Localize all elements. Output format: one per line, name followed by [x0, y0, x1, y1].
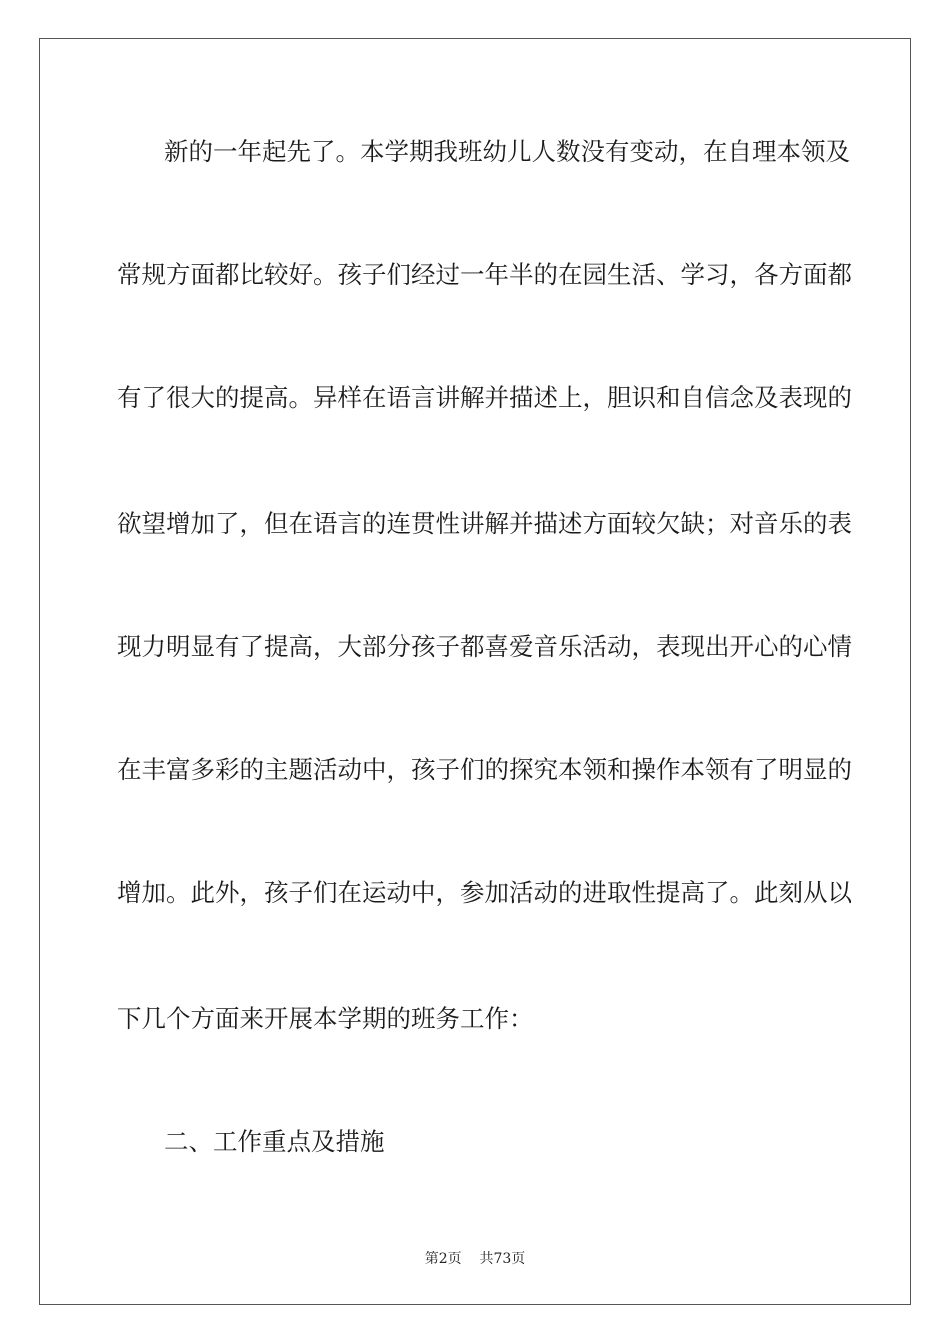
paragraph-line-1: 新的一年起先了。本学期我班幼儿人数没有变动，在自理本领及 — [164, 137, 850, 166]
paragraph-line-5: 现力明显有了提高，大部分孩子都喜爱音乐活动，表现出开心的心情 — [117, 632, 852, 661]
paragraph-line-7: 增加。此外，孩子们在运动中，参加活动的进取性提高了。此刻从以 — [117, 878, 852, 907]
page-number-footer — [0, 1248, 950, 1268]
paragraph-line-8: 下几个方面来开展本学期的班务工作： — [117, 1004, 534, 1033]
page-border — [39, 38, 911, 1305]
page-number-label: 第2页 共73页 — [424, 1251, 526, 1267]
paragraph-line-3: 有了很大的提高。异样在语言讲解并描述上，胆识和自信念及表现的 — [117, 383, 852, 412]
paragraph-line-6: 在丰富多彩的主题活动中，孩子们的探究本领和操作本领有了明显的 — [117, 755, 852, 784]
paragraph-line-4: 欲望增加了，但在语言的连贯性讲解并描述方面较欠缺；对音乐的表 — [117, 509, 852, 538]
paragraph-line-2: 常规方面都比较好。孩子们经过一年半的在园生活、学习，各方面都 — [117, 260, 852, 289]
section-heading: 二、工作重点及措施 — [164, 1127, 385, 1156]
